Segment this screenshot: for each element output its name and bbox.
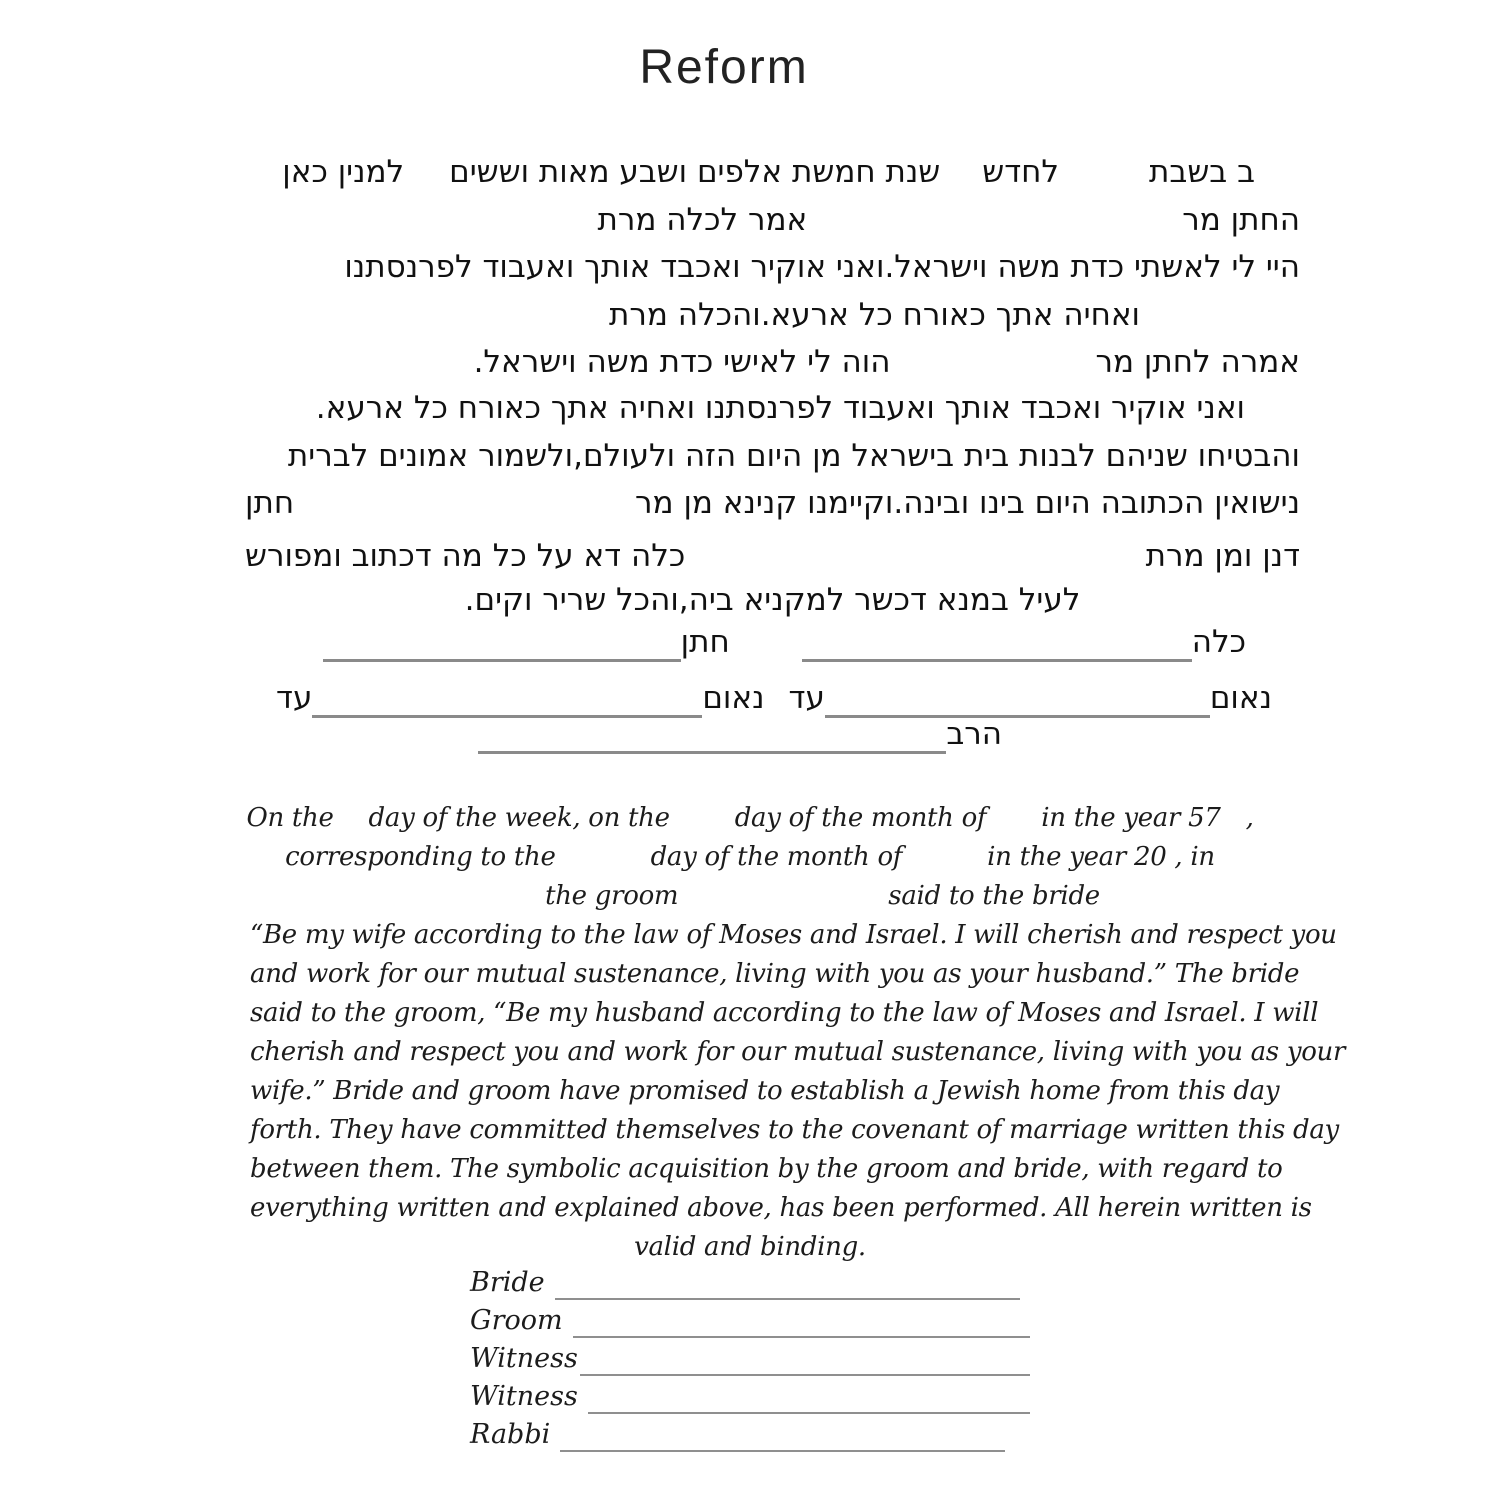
english-comma: ,	[1245, 803, 1254, 833]
witness1-signature-row	[470, 1338, 1030, 1376]
hebrew-signed-label-2: נאום	[702, 680, 765, 716]
witness1-signature-line	[580, 1371, 1030, 1376]
hebrew-promise: והבטיחו שניהם לבנות בית בישראל מן היום הזה ולעולם,ולשמור אמונים לברית	[287, 438, 1300, 474]
hebrew-line-7	[245, 436, 1300, 476]
hebrew-line-9	[245, 536, 1300, 576]
bride-signature-line	[555, 1295, 1020, 1300]
english-corresponding: corresponding to the	[285, 842, 556, 872]
english-year-57: in the year 57	[1041, 803, 1221, 833]
hebrew-line-5	[245, 342, 1300, 382]
hebrew-section	[245, 150, 1300, 770]
hebrew-signature-row-3	[245, 714, 1002, 754]
english-the-groom: the groom	[545, 881, 679, 911]
hebrew-line-2	[245, 200, 1300, 240]
english-year-20: in the year 20 , in	[987, 842, 1215, 872]
groom-label: Groom	[470, 1305, 563, 1337]
hebrew-line-8	[245, 483, 1300, 523]
english-body-line-5: wife.” Bride and groom have promised to establish a Jewish home from this day	[250, 1076, 1280, 1106]
hebrew-said-to-bride: אמר לכלה מרת	[597, 202, 808, 238]
groom-signature-line	[573, 1333, 1030, 1338]
witness1-label: Witness	[470, 1343, 578, 1375]
hebrew-line-10	[245, 580, 1300, 620]
english-civil-day-of-month: day of the month of	[650, 842, 903, 872]
english-day-of-week: day of the week, on the	[368, 803, 670, 833]
hebrew-bride-agreement: כלה דא על כל מה דכתוב ומפורש	[245, 538, 686, 574]
hebrew-line-3	[245, 247, 1300, 287]
bride-signature-row	[470, 1262, 1030, 1300]
hebrew-vow-groom: היי לי לאשתי כדת משה וישראל.ואני אוקיר ואכבד אותך ואעבוד לפרנסתנו	[344, 249, 1300, 285]
english-line-1	[246, 801, 1254, 835]
witness2-label: Witness	[470, 1381, 578, 1413]
hebrew-witness-label-2: עד	[276, 680, 313, 716]
hebrew-valid-binding: לעיל במנא דכשר למקניא ביה,והכל שריר וקים.	[464, 582, 1081, 618]
english-said-to-bride: said to the bride	[888, 881, 1100, 911]
english-body-line-6: forth. They have committed themselves to the covenant of marriage written this day	[250, 1115, 1339, 1145]
hebrew-vow-groom-cont: ואחיה אתך כאורח כל ארעא.והכלה מרת	[608, 297, 1140, 333]
english-day-of-month: day of the month of	[734, 803, 987, 833]
hebrew-groom-signature-line	[323, 655, 681, 662]
rabbi-signature-row	[470, 1414, 1030, 1452]
english-signature-block	[470, 1262, 1030, 1452]
hebrew-line-6	[245, 388, 1245, 428]
hebrew-line-4	[245, 295, 1140, 335]
witness2-signature-row	[470, 1376, 1030, 1414]
hebrew-witness-label-1: עד	[788, 680, 825, 716]
english-body-line-7: between them. The symbolic acquisition by the groom and bride, with regard to	[250, 1154, 1283, 1184]
english-line-2	[250, 840, 1250, 874]
hebrew-groom-word: חתן	[245, 485, 295, 521]
hebrew-rabbi-signature-label: הרב	[946, 716, 1002, 752]
hebrew-be-my-husband: הוה לי לאישי כדת משה וישראל.	[473, 344, 891, 380]
english-body-line-3: said to the groom, “Be my husband according to the law of Moses and Israel. I will	[250, 998, 1319, 1028]
hebrew-day-of-week: ב בשבת	[1149, 154, 1255, 190]
hebrew-signature-row-2	[245, 678, 1272, 718]
hebrew-signed-label-1: נאום	[1209, 680, 1272, 716]
hebrew-bride-signature-label: כלה	[1191, 624, 1246, 660]
english-section	[246, 801, 1346, 1271]
english-body-line-1: “Be my wife according to the law of Moses and Israel. I will cherish and respect you	[250, 920, 1337, 950]
witness2-signature-line	[588, 1409, 1030, 1414]
hebrew-bride-signature-line	[802, 655, 1192, 662]
hebrew-month-label: לחדש	[982, 154, 1060, 190]
hebrew-groom-label: החתן מר	[1182, 202, 1300, 238]
hebrew-kinyan: נישואין הכתובה היום בינו ובינה.וקיימנו קנינא מן מר	[635, 485, 1300, 521]
english-body-line-8: everything written and explained above, has been performed. All herein written is	[250, 1193, 1312, 1223]
hebrew-line-1	[245, 152, 1255, 192]
hebrew-year-words: שנת חמשת אלפים ושבע מאות וששים	[449, 154, 941, 190]
english-line-3	[250, 879, 1250, 913]
hebrew-signature-row-1	[245, 622, 1246, 662]
bride-label: Bride	[470, 1267, 545, 1299]
hebrew-vow-bride: ואני אוקיר ואכבד אותך ואעבוד לפרנסתנו ואחיה אתך כאורח כל ארעא.	[315, 390, 1245, 426]
hebrew-and-from-ms: דנן ומן מרת	[1145, 538, 1300, 574]
english-body-line-4: cherish and respect you and work for our mutual sustenance, living with you as your	[250, 1037, 1346, 1067]
rabbi-signature-line	[560, 1447, 1005, 1452]
hebrew-bride-said: אמרה לחתן מר	[1095, 344, 1300, 380]
english-body-line-2: and work for our mutual sustenance, living with you as your husband.” The bride	[250, 959, 1300, 989]
hebrew-counting-here: למנין כאן	[282, 154, 405, 190]
groom-signature-row	[470, 1300, 1030, 1338]
document-title: Reform	[639, 41, 809, 94]
english-body-line-9: valid and binding.	[634, 1232, 866, 1262]
rabbi-label: Rabbi	[470, 1419, 551, 1451]
english-on-the: On the	[246, 803, 334, 833]
hebrew-rabbi-signature-line	[478, 747, 946, 754]
hebrew-groom-signature-label: חתן	[680, 624, 730, 660]
